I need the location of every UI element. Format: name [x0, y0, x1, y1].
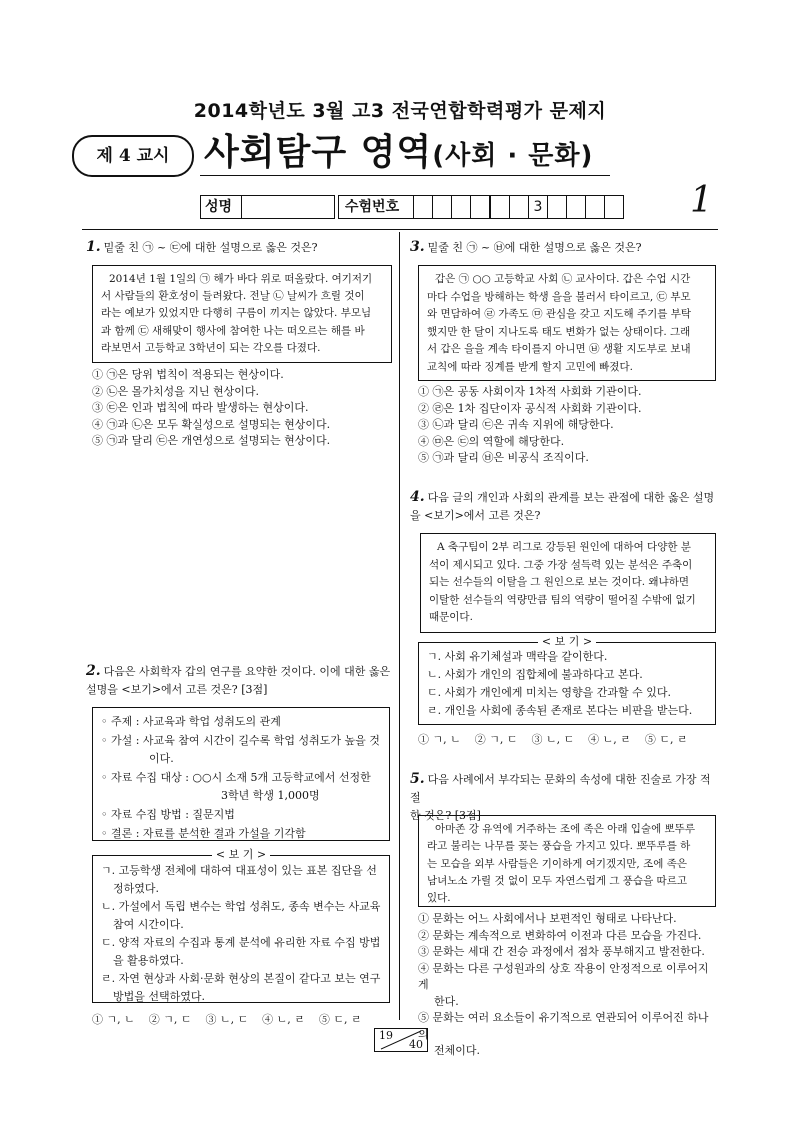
question-text: 설명을 <보기>에서 고른 것은? [3점]	[86, 683, 268, 696]
bogi-item: ㄴ. 가설에서 독립 변수는 학업 성취도, 종속 변수는 사교육 참여 시간이다.	[101, 900, 381, 931]
subject-subname: (사회 · 문화)	[432, 141, 594, 171]
exam-number-cell	[548, 196, 567, 218]
question-text: 다음 사례에서 부각되는 문화의 속성에 대한 진술로 가장 적절	[410, 773, 711, 804]
exam-title: 2014학년도 3월 고3 전국연합학력평가 문제지	[193, 100, 607, 122]
passage-line: 아마존 강 유역에 거주하는 조에 족은 아래 입술에 뽀뚜루	[435, 823, 695, 835]
exam-number-cell	[471, 196, 491, 218]
name-blank	[242, 196, 334, 218]
summary-line: 3학년 학생 1,000명	[221, 789, 320, 803]
passage-line: 라는 예보가 있었지만 다행히 구름이 끼지는 않았다. 부모님	[101, 307, 372, 320]
passage-line: 과 함께 ㉢ 새해맞이 행사에 참여한 나는 떠오르는 해를 바	[101, 324, 365, 337]
answer-option[interactable]: ① 문화는 어느 사회에서나 보편적인 형태로 나타난다.	[418, 912, 677, 925]
bogi-item: ㄴ. 사회가 개인의 집합체에 불과하다고 본다.	[427, 668, 643, 681]
exam-number-cell	[452, 196, 471, 218]
answer-option-continued: 한다.	[434, 994, 459, 1008]
title-divider	[200, 175, 610, 176]
bogi-item: ㄹ. 개인을 사회에 종속된 존재로 본다는 비판을 받는다.	[427, 704, 693, 717]
question-3-stem	[410, 238, 720, 257]
exam-number-cell	[433, 196, 452, 218]
column-divider	[399, 232, 400, 1020]
exam-number-cell	[586, 196, 605, 218]
question-2-options[interactable]: ① ㄱ, ㄴ ② ㄱ, ㄷ ③ ㄴ, ㄷ ④ ㄴ, ㄹ ⑤ ㄷ, ㄹ	[92, 1013, 362, 1026]
page-counter	[374, 1028, 428, 1052]
answer-option[interactable]: ④ 문화는 다른 구성원과의 상호 작용이 안정적으로 이루어지게	[418, 961, 709, 991]
question-number: 5.	[410, 771, 425, 787]
question-text: 밑줄 친 ㉠ ~ ㉥에 대한 설명으로 옳은 것은?	[427, 241, 642, 254]
answer-option[interactable]: ④ ㉤은 ㉢의 역할에 해당한다.	[418, 434, 565, 448]
summary-line: ◦ 자료 수집 방법 : 질문지법	[101, 807, 235, 821]
bogi-item: ㄷ. 양적 자료의 수집과 통계 분석에 유리한 자료 수집 방법을 활용하였다.	[101, 936, 381, 967]
question-number: 2.	[86, 663, 101, 679]
exam-number-cell	[567, 196, 586, 218]
answer-option[interactable]: ⑤ 문화는 여러 요소들이 유기적으로 연관되어 이루어진 하나의	[418, 1011, 709, 1041]
answer-option[interactable]: ⑤ ㉠과 달리 ㉢은 개연성으로 설명되는 현상이다.	[92, 434, 331, 447]
passage-line: 했지만 한 달이 지나도록 태도 변화가 없는 상태이다. 그래	[427, 325, 691, 338]
question-number: 1.	[86, 239, 101, 255]
question-4-stem	[410, 488, 720, 525]
answer-option[interactable]: ⑤ ㉠과 달리 ㉥은 비공식 조직이다.	[418, 451, 589, 464]
passage-line: 남녀노소 가릴 것 없이 모두 자연스럽게 그 풍습을 따르고	[427, 874, 687, 887]
session-badge: 제 4 교시	[72, 135, 194, 177]
passage-line: 라보면서 고등학교 3학년이 되는 각오를 다졌다.	[101, 341, 321, 354]
summary-line: ◦ 결론 : 자료를 분석한 결과 가설을 기각함	[101, 826, 306, 840]
summary-line: ◦ 주제 : 사교육과 학업 성취도의 관계	[101, 715, 281, 728]
answer-option[interactable]: ② ㉡은 몰가치성을 지닌 현상이다.	[92, 384, 259, 398]
bogi-title: < 보 기 >	[538, 635, 596, 648]
summary-line: 이다.	[149, 752, 174, 766]
subject-name: 사회탐구 영역	[204, 132, 433, 173]
passage-line: 와 면담하여 ㉣ 가족도 ㉤ 관심을 갖고 지도해 주기를 부탁	[427, 308, 692, 321]
answer-option-continued: 전체이다.	[434, 1044, 481, 1057]
question-1-stem	[86, 238, 396, 257]
bogi-item: ㄷ. 사회가 개인에게 미치는 영향을 간과할 수 있다.	[427, 686, 671, 699]
question-5-passage	[418, 815, 716, 907]
bogi-item: ㄱ. 사회 유기체설과 맥락을 같이한다.	[427, 650, 608, 663]
question-3-passage	[418, 265, 716, 381]
exam-number-cell-digit: 3	[529, 196, 548, 218]
passage-line: 이탈한 선수들의 역량만큼 팀의 역량이 떨어질 수밖에 없기	[429, 593, 696, 606]
question-3-options	[418, 384, 718, 467]
passage-line: 있다.	[427, 892, 451, 905]
subject-title	[204, 124, 593, 175]
passage-line: 때문이다.	[429, 611, 473, 624]
question-4-passage	[420, 533, 716, 633]
exam-number-cell	[491, 196, 510, 218]
page-current: 19	[379, 1029, 393, 1042]
question-1-options	[92, 367, 392, 450]
page-total: 40	[409, 1038, 423, 1051]
exam-number-cell	[414, 196, 433, 218]
question-5-options	[418, 911, 718, 1060]
passage-line: 갑은 ㉠ ○○ 고등학교 사회 ㉡ 교사이다. 갑은 수업 시간	[435, 273, 691, 285]
answer-option[interactable]: ② 문화는 계속적으로 변화하여 이전과 다른 모습을 가진다.	[418, 928, 702, 942]
passage-line: 되는 선수들의 이탈을 그 원인으로 보는 것이다. 왜냐하면	[429, 576, 689, 589]
question-text: 한 것은? [3점]	[410, 809, 481, 822]
answer-option[interactable]: ③ ㉢은 인과 법칙에 따라 발생하는 현상이다.	[92, 401, 309, 414]
passage-line: 서 갑은 을을 계속 타이를지 아니면 ㉥ 생활 지도부로 보내	[427, 343, 691, 356]
question-2-bogi	[92, 848, 390, 1003]
exam-number-label: 수험번호	[339, 196, 414, 218]
passage-line: 마다 수업을 방해하는 학생 을을 불러서 타이르고, ㉢ 부모	[427, 290, 691, 303]
passage-line: 는 모습을 외부 사람들은 기이하게 여기겠지만, 조에 족은	[427, 857, 687, 870]
bogi-title: < 보 기 >	[212, 848, 270, 861]
passage-line: A 축구팀이 2부 리그로 강등된 원인에 대하여 다양한 분	[437, 541, 691, 553]
question-text: 을 <보기>에서 고른 것은?	[410, 509, 541, 522]
question-text: 다음 글의 개인과 사회의 관계를 보는 관점에 대한 옳은 설명	[427, 491, 715, 504]
passage-line: 서 사람들의 환호성이 들려왔다. 전날 ㉡ 날씨가 흐릴 것이	[101, 290, 365, 303]
question-text: 밑줄 친 ㉠ ~ ㉢에 대한 설명으로 옳은 것은?	[103, 241, 318, 254]
question-4-options[interactable]: ① ㄱ, ㄴ ② ㄱ, ㄷ ③ ㄴ, ㄷ ④ ㄴ, ㄹ ⑤ ㄷ, ㄹ	[418, 733, 688, 746]
page-number: 1	[690, 180, 713, 221]
question-4-bogi	[418, 635, 716, 725]
question-number: 4.	[410, 489, 425, 505]
passage-line: 라고 불리는 나무를 꽂는 풍습을 가지고 있다. 뽀뚜루를 하	[427, 840, 691, 853]
answer-option[interactable]: ③ 문화는 세대 간 전승 과정에서 점차 풍부해지고 발전한다.	[418, 945, 705, 958]
summary-line: ◦ 가설 : 사교육 참여 시간이 길수록 학업 성취도가 높을 것	[101, 733, 380, 747]
exam-number-field	[338, 195, 624, 219]
bogi-item: ㄹ. 자연 현상과 사회·문화 현상의 본질이 같다고 보는 연구 방법을 선택하였다.	[101, 972, 381, 1003]
question-2-summary	[92, 707, 390, 841]
bogi-item: ㄱ. 고등학생 전체에 대하여 대표성이 있는 표본 집단을 선정하였다.	[101, 864, 377, 895]
passage-line: 교칙에 따라 징계를 받게 할지 고민에 빠졌다.	[427, 360, 633, 373]
answer-option[interactable]: ② ㉣은 1차 집단이자 공식적 사회화 기관이다.	[418, 401, 642, 415]
answer-option[interactable]: ③ ㉡과 달리 ㉢은 귀속 지위에 해당한다.	[418, 418, 614, 431]
name-label: 성명	[201, 196, 242, 218]
answer-option[interactable]: ① ㉠은 공동 사회이자 1차적 사회화 기관이다.	[418, 385, 642, 398]
exam-number-cell	[510, 196, 529, 218]
summary-line: ◦ 자료 수집 대상 : ○○시 소재 5개 고등학교에서 선정한	[101, 770, 371, 784]
answer-option[interactable]: ① ㉠은 당위 법칙이 적용되는 현상이다.	[92, 368, 284, 381]
name-field	[200, 195, 335, 219]
passage-line: 석이 제시되고 있다. 그중 가장 설득력 있는 분석은 주축이	[429, 558, 693, 571]
passage-line: 2014년 1월 1일의 ㉠ 해가 바다 위로 떠올랐다. 여기저기	[109, 273, 373, 285]
question-2-stem	[86, 662, 396, 699]
question-text: 다음은 사회학자 갑의 연구를 요약한 것이다. 이에 대한 옳은	[103, 665, 391, 678]
exam-number-cell	[605, 196, 623, 218]
header-divider	[82, 229, 718, 230]
question-number: 3.	[410, 239, 425, 255]
question-1-passage	[92, 265, 392, 363]
answer-option[interactable]: ④ ㉠과 ㉡은 모두 확실성으로 설명되는 현상이다.	[92, 417, 331, 431]
